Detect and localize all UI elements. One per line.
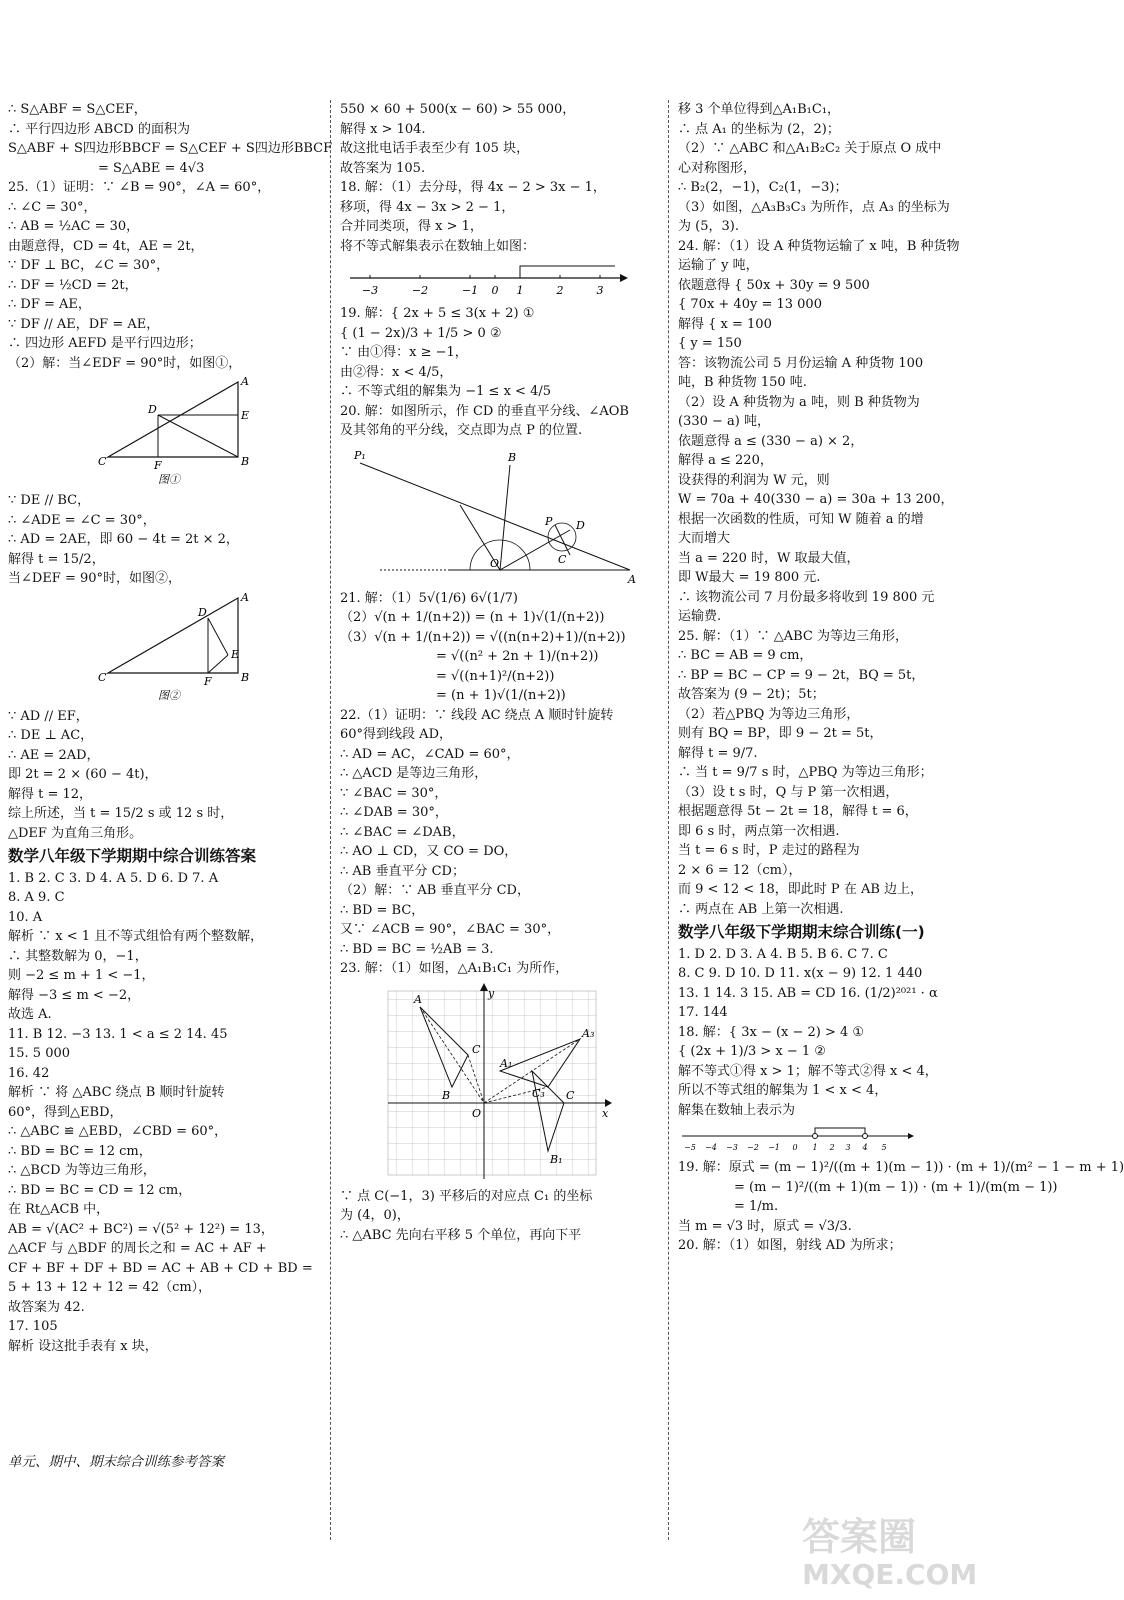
tick-label: 2: [829, 1143, 835, 1152]
text-line: （3）如图，△A₃B₃C₃ 为所作，点 A₃ 的坐标为: [678, 199, 950, 215]
text-line: 19. 解：{ 2x + 5 ≤ 3(x + 2) ①: [340, 306, 535, 321]
tick-label: −2: [411, 284, 429, 297]
fig23-label: C: [566, 1088, 575, 1102]
tick-label: −5: [684, 1143, 696, 1152]
left-top-text: [8, 100, 333, 373]
text-line: （2）若△PBQ 为等边三角形，: [678, 706, 860, 722]
text-line: 解得 a ≤ 220，: [678, 453, 773, 468]
mid-top-text: [340, 100, 658, 256]
text-line: 当 a = 220 时，W 取最大值，: [678, 550, 860, 566]
fig2-label: B: [241, 670, 250, 684]
problem-22: [340, 706, 658, 979]
left-bottom-text: [8, 707, 320, 844]
svg-text:答案圈: 答案圈: [802, 1515, 917, 1559]
fig1-label: F: [154, 459, 162, 472]
text-line: = S△ABE = 4√3: [98, 160, 205, 176]
text-line: 19. 解：原式 = (m − 1)²/((m + 1)(m − 1)) · (m + 1)/(m² − 1 − m + 1): [678, 1160, 1124, 1175]
text-line: ∴ 平行四边形 ABCD 的面积为: [8, 121, 190, 137]
answer-line: ∴ 其整数解为 0，−1，: [8, 948, 148, 964]
fig20-label: A: [628, 572, 636, 586]
text-line: W = 70a + 40(330 − a) = 30a + 13 200，: [678, 492, 954, 507]
problem-21: [340, 589, 658, 706]
text-line: 24. 解：（1）设 A 种货物运输了 x 吨，B 种货物: [678, 238, 960, 254]
answer-line: △ACF 与 △BDF 的周长之和 = AC + AF +: [8, 1241, 267, 1256]
text-line: 移项，得 4x − 3x > 2 − 1，: [340, 199, 515, 215]
fig2-label: C: [98, 670, 107, 684]
final-answers: [678, 945, 994, 1121]
text-line: 21. 解：（1）5√(1/6) 6√(1/7): [340, 590, 518, 606]
text-line: （2）∵ △ABC 和△A₁B₂C₂ 关于原点 O 成中: [678, 141, 942, 156]
fig20-label: O: [490, 556, 500, 570]
text-line: ∴ AO ⊥ CD，又 CO = DO，: [340, 844, 518, 859]
answer-line: { (2x + 1)/3 > x − 1 ②: [678, 1044, 826, 1059]
fig23-label: B₁: [550, 1152, 563, 1166]
tick-label: 2: [556, 284, 564, 297]
answer-line: 17. 144: [678, 1005, 728, 1020]
text-line: ∵ 由①得：x ≥ −1，: [340, 345, 468, 360]
page-footer: 单元、期中、期末综合训练参考答案: [8, 1454, 224, 1470]
text-line: ∴ △ABC 先向右平移 5 个单位，再向下平: [340, 1227, 582, 1243]
text-line: 解得 t = 9/7.: [678, 745, 758, 761]
fig23-label: O: [472, 1106, 482, 1120]
fig1-label: B: [241, 455, 250, 468]
text-line: 由题意得，CD = 4t，AE = 2t，: [8, 238, 204, 254]
answer-line: ∴ △BCD 为等边三角形，: [8, 1163, 156, 1178]
text-line: 设获得的利润为 W 元，则: [678, 472, 830, 488]
text-line: { y = 150: [678, 336, 742, 351]
tick-label: 4: [862, 1143, 868, 1152]
tick-label: −1: [461, 284, 479, 297]
text-line: 当 m = √3 时，原式 = √3/3.: [678, 1218, 852, 1234]
answer-line: 解析 ∵ x < 1 且不等式组恰有两个整数解，: [8, 929, 264, 944]
text-line: = √((n+1)²/(n+2)): [436, 668, 555, 684]
text-line: （2）解：当∠EDF = 90°时，如图①，: [8, 355, 242, 371]
text-line: 550 × 60 + 500(x − 60) > 55 000，: [340, 102, 576, 117]
text-line: △DEF 为直角三角形。: [8, 825, 143, 841]
left-mid-text: [8, 491, 320, 589]
midterm-answers: [8, 869, 320, 1357]
fig2-caption: 图②: [158, 688, 180, 702]
text-line: ∴ ∠C = 30°，: [8, 199, 97, 215]
text-line: 解得 t = 12，: [8, 786, 93, 802]
text-line: 及其邻角的平分线，交点即为点 P 的位置.: [340, 423, 583, 438]
text-line: 故答案为 105.: [340, 160, 426, 176]
text-line: 综上所述，当 t = 15/2 s 或 12 s 时，: [8, 806, 234, 821]
answer-line: 所以不等式组的解集为 1 < x < 4，: [678, 1083, 888, 1098]
answer-line: 15. 5 000: [8, 1046, 71, 1061]
text-line: 依题意得 a ≤ (330 − a) × 2，: [678, 433, 864, 449]
text-line: 即 6 s 时，两点第一次相遇.: [678, 823, 840, 839]
answer-line: 16. 42: [8, 1065, 50, 1081]
answer-line: AB = √(AC² + BC²) = √(5² + 12²) = 13，: [8, 1221, 274, 1237]
fig23-label: A₁: [500, 1056, 513, 1070]
text-line: 依题意得 { 50x + 30y = 9 500: [678, 277, 870, 293]
fig23-label: C: [472, 1042, 481, 1056]
text-line: 20. 解：如图所示，作 CD 的垂直平分线、∠AOB: [340, 403, 629, 419]
text-line: 而 9 < 12 < 18，即此时 P 在 AB 边上，: [678, 882, 924, 897]
text-line: （2）设 A 种货物为 a 吨，则 B 种货物为: [678, 394, 920, 410]
text-line: ∵ DF // AE，DF = AE，: [8, 316, 160, 332]
text-line: S△ABF + S四边形BBCF = S△CEF + S四边形BBCF: [8, 141, 333, 156]
text-line: 为 (4，0)，: [340, 1208, 410, 1223]
svg-text:MXQE.COM: MXQE.COM: [802, 1558, 978, 1591]
answer-line: 13. 1 14. 3 15. AB = CD 16. (1/2)²⁰²¹ · α: [678, 985, 938, 1001]
answer-line: CF + BF + DF + BD = AC + AB + CD + BD =: [8, 1260, 313, 1276]
text-line: ∴ BC = AB = 9 cm，: [678, 648, 813, 663]
text-line: ∴ 当 t = 9/7 s 时，△PBQ 为等边三角形；: [678, 765, 933, 780]
answer-line: 解得 −3 ≤ m < −2，: [8, 987, 141, 1003]
text-line: 18. 解：（1）去分母，得 4x − 2 > 3x − 1，: [340, 180, 606, 195]
text-line: 23. 解：（1）如图，△A₁B₁C₁ 为所作，: [340, 961, 569, 976]
text-line: 又∵ ∠ACB = 90°，∠BAC = 30°，: [340, 922, 561, 937]
text-line: = (m − 1)²/((m + 1)(m − 1)) · (m + 1)/(m(m − 1)): [734, 1179, 1058, 1195]
text-line: ∴ ∠BAC = ∠DAB，: [340, 824, 465, 840]
text-line: { (1 − 2x)/3 + 1/5 > 0 ②: [340, 325, 502, 341]
text-line: ∴ BP = BC − CP = 9 − 2t，BQ = 5t，: [678, 667, 925, 683]
answer-line: 60°，得到△EBD，: [8, 1104, 123, 1120]
answer-line: 则 −2 ≤ m + 1 < −1，: [8, 968, 155, 983]
text-line: 解得 t = 15/2，: [8, 551, 105, 567]
mid-bottom-text: [340, 1187, 658, 1246]
text-line: 2 × 6 = 12（cm），: [678, 862, 802, 878]
fig1-label: D: [148, 403, 157, 416]
text-line: 当 t = 6 s 时，P 走过的路程为: [678, 843, 860, 858]
answer-line: 11. B 12. −3 13. 1 < a ≤ 2 14. 45: [8, 1026, 228, 1042]
fig20-label: B: [508, 450, 517, 464]
text-line: 则有 BQ = BP，即 9 − 2t = 5t，: [678, 726, 883, 741]
text-line: 由②得：x < 4/5，: [340, 364, 453, 380]
text-line: 60°得到线段 AD，: [340, 727, 452, 742]
answer-line: ∴ BD = BC = 12 cm，: [8, 1143, 152, 1159]
final-19-20: [678, 1158, 1124, 1256]
text-line: 故这批电话手表至少有 105 块，: [340, 141, 530, 156]
problem-20: [340, 402, 658, 441]
tick-label: −3: [361, 284, 379, 297]
tick-label: −4: [705, 1143, 717, 1152]
text-line: ∴ AB = ½AC = 30，: [8, 219, 140, 234]
tick-label: −1: [768, 1143, 780, 1152]
fig20-label: C: [558, 552, 567, 566]
text-line: ∵ DE // BC，: [8, 493, 91, 508]
figure-2: [98, 590, 278, 703]
answer-line: 17. 105: [8, 1319, 58, 1334]
tick-label: 0: [792, 1143, 798, 1152]
fig23-label: C₃: [532, 1086, 545, 1100]
tick-label: 1: [812, 1143, 818, 1152]
text-line: 25. 解：（1）∵ △ABC 为等边三角形，: [678, 628, 908, 644]
column-divider-2: [668, 100, 669, 1540]
right-column: [678, 100, 1124, 1256]
tick-label: 3: [845, 1143, 851, 1152]
text-line: ∵ ∠BAC = 30°，: [340, 785, 448, 801]
answer-line: 1. B 2. C 3. D 4. A 5. D 6. D 7. A: [8, 870, 219, 886]
text-line: { 70x + 40y = 13 000: [678, 297, 822, 312]
fig2-label: D: [198, 605, 207, 619]
answer-line: 10. A: [8, 909, 43, 925]
text-line: ∴ 该物流公司 7 月份最多将收到 19 800 元: [678, 589, 935, 605]
text-line: 吨，B 种货物 150 吨.: [678, 375, 807, 390]
tick-label: −3: [726, 1143, 738, 1152]
fig2-label: A: [241, 590, 249, 604]
text-line: （2）√(n + 1/(n+2)) = (n + 1)√(1/(n+2)): [340, 610, 605, 625]
fig23-label: A₃: [582, 1026, 595, 1040]
text-line: 合并同类项，得 x > 1，: [340, 219, 483, 234]
fig23-label: A: [414, 992, 422, 1006]
answer-line: 解析 设这批手表有 x 块，: [8, 1338, 158, 1354]
answer-line: 8. C 9. D 10. D 11. x(x − 9) 12. 1 440: [678, 966, 923, 981]
text-line: 根据一次函数的性质，可知 W 随着 a 的增: [678, 511, 924, 527]
tick-label: 1: [516, 284, 524, 297]
answer-line: ∴ △ABC ≌ △EBD，∠CBD = 60°，: [8, 1124, 228, 1139]
fig23-label: B: [442, 1088, 451, 1102]
answer-line: ∴ BD = BC = CD = 12 cm，: [8, 1182, 192, 1198]
text-line: 故答案为 (9 − 2t)；5t；: [678, 687, 825, 702]
text-line: ∴ ∠DAB = 30°，: [340, 805, 448, 820]
text-line: ∴ B₂(2，−1)，C₂(1，−3)；: [678, 180, 848, 195]
fig20-label: P: [545, 514, 553, 528]
watermark-logo: [792, 1502, 982, 1592]
number-line-18: [340, 260, 630, 300]
section-heading-midterm: 数学八年级下学期期中综合训练答案: [8, 847, 257, 865]
text-line: = (n + 1)√(1/(n+2)): [436, 688, 566, 703]
text-line: ∴ AD = AC，∠CAD = 60°，: [340, 746, 520, 762]
text-line: ∵ AD // EF，: [8, 708, 89, 724]
text-line: ∴ DE ⊥ AC，: [8, 728, 94, 743]
text-line: ∴ 点 A₁ 的坐标为 (2，2)；: [678, 121, 840, 137]
text-line: 22.（1）证明：∵ 线段 AC 绕点 A 顺时针旋转: [340, 707, 614, 723]
problem-19: [340, 304, 658, 402]
text-line: 运输了 y 吨，: [678, 258, 759, 273]
text-line: 心对称图形，: [678, 160, 757, 176]
text-line: ∵ 点 C(−1，3) 平移后的对应点 C₁ 的坐标: [340, 1188, 593, 1204]
text-line: 移 3 个单位得到△A₁B₁C₁，: [678, 102, 841, 117]
text-line: 解得 { x = 100: [678, 316, 772, 332]
text-line: ∴ AB 垂直平分 CD；: [340, 863, 465, 879]
text-line: ∴ S△ABF = S△CEF，: [8, 102, 147, 117]
fig23-label: x: [602, 1106, 609, 1120]
text-line: = √((n² + 2n + 1)/(n+2)): [436, 649, 599, 664]
text-line: ∴ DF = ½CD = 2t，: [8, 277, 138, 293]
text-line: 运输费.: [678, 609, 722, 624]
text-line: = 1/m.: [734, 1199, 779, 1214]
tick-label: −2: [747, 1143, 759, 1152]
text-line: ∴ △ACD 是等边三角形，: [340, 766, 488, 781]
tick-label: 0: [491, 284, 499, 297]
text-line: 大而增大: [678, 531, 731, 546]
answer-line: 故选 A.: [8, 1007, 52, 1022]
text-line: ∴ DF = AE，: [8, 297, 91, 312]
text-line: ∴ AE = 2AD，: [8, 747, 100, 763]
text-line: ∴ BD = BC = ½AB = 3.: [340, 941, 494, 957]
figure-1: [98, 377, 278, 487]
fig23-label: y: [488, 986, 495, 1000]
fig2-label: F: [204, 674, 212, 688]
figure-20: [340, 445, 640, 585]
text-line: 解得 x > 104.: [340, 121, 426, 137]
right-top-text: [678, 100, 994, 919]
fig20-label: P₁: [354, 448, 366, 462]
answer-line: 18. 解：{ 3x − (x − 2) > 4 ①: [678, 1024, 865, 1040]
answer-line: 8. A 9. C: [8, 890, 65, 905]
figure-23-grid: [380, 983, 620, 1183]
text-line: ∴ 两点在 AB 上第一次相遇.: [678, 901, 844, 917]
text-line: 即 2t = 2 × (60 − 4t)，: [8, 767, 158, 782]
fig1-label: E: [241, 409, 250, 422]
left-column: [8, 100, 333, 1356]
text-line: （2）解：∵ AB 垂直平分 CD，: [340, 883, 530, 898]
tick-label: 5: [881, 1143, 887, 1152]
fig1-caption: 图①: [158, 473, 180, 486]
fig1-label: A: [241, 375, 249, 388]
text-line: ∴ 不等式组的解集为 −1 ≤ x < 4/5: [340, 384, 551, 399]
text-line: （3）√(n + 1/(n+2)) = √((n(n+2)+1)/(n+2)): [340, 629, 626, 645]
number-line-final-18: [678, 1124, 918, 1154]
text-line: ∴ BD = BC，: [340, 902, 425, 918]
text-line: （3）设 t s 时，Q 与 P 第一次相遇，: [678, 784, 899, 800]
fig2-label: E: [231, 647, 240, 661]
answer-line: 1. D 2. D 3. A 4. B 5. B 6. C 7. C: [678, 946, 888, 962]
text-line: ∴ AD = 2AE，即 60 − 4t = 2t × 2，: [8, 532, 239, 547]
text-line: 将不等式解集表示在数轴上如图：: [340, 238, 536, 254]
text-line: 当∠DEF = 90°时，如图②，: [8, 571, 182, 586]
column-divider-1: [330, 100, 331, 1540]
middle-column: [340, 100, 658, 1245]
answer-line: 解集在数轴上表示为: [678, 1102, 796, 1118]
text-line: 即 W最大 = 19 800 元.: [678, 570, 821, 585]
answer-line: 在 Rt△ACB 中，: [8, 1202, 110, 1217]
text-line: (330 − a) 吨，: [678, 414, 770, 429]
text-line: ∵ DF ⊥ BC，∠C = 30°，: [8, 258, 170, 273]
text-line: 答：该物流公司 5 月份运输 A 种货物 100: [678, 355, 924, 371]
text-line: 20. 解：（1）如图，射线 AD 为所求；: [678, 1238, 902, 1253]
answer-line: 故答案为 42.: [8, 1299, 85, 1315]
text-line: 根据题意得 5t − 2t = 18，解得 t = 6，: [678, 804, 918, 819]
answer-line: 解析 ∵ 将 △ABC 绕点 B 顺时针旋转: [8, 1085, 225, 1100]
text-line: ∴ 四边形 AEFD 是平行四边形；: [8, 336, 202, 351]
tick-label: 3: [596, 284, 604, 297]
fig1-label: C: [98, 455, 107, 468]
text-line: 25.（1）证明：∵ ∠B = 90°，∠A = 60°，: [8, 180, 271, 195]
text-line: 为 (5，3).: [678, 219, 739, 234]
text-line: ∴ ∠ADE = ∠C = 30°，: [8, 512, 156, 528]
section-heading-final: 数学八年级下学期期末综合训练(一): [678, 923, 925, 941]
answer-line: 5 + 13 + 12 + 12 = 42（cm），: [8, 1280, 212, 1295]
fig20-label: D: [576, 518, 585, 532]
answer-line: 解不等式①得 x > 1；解不等式②得 x < 4，: [678, 1063, 938, 1079]
